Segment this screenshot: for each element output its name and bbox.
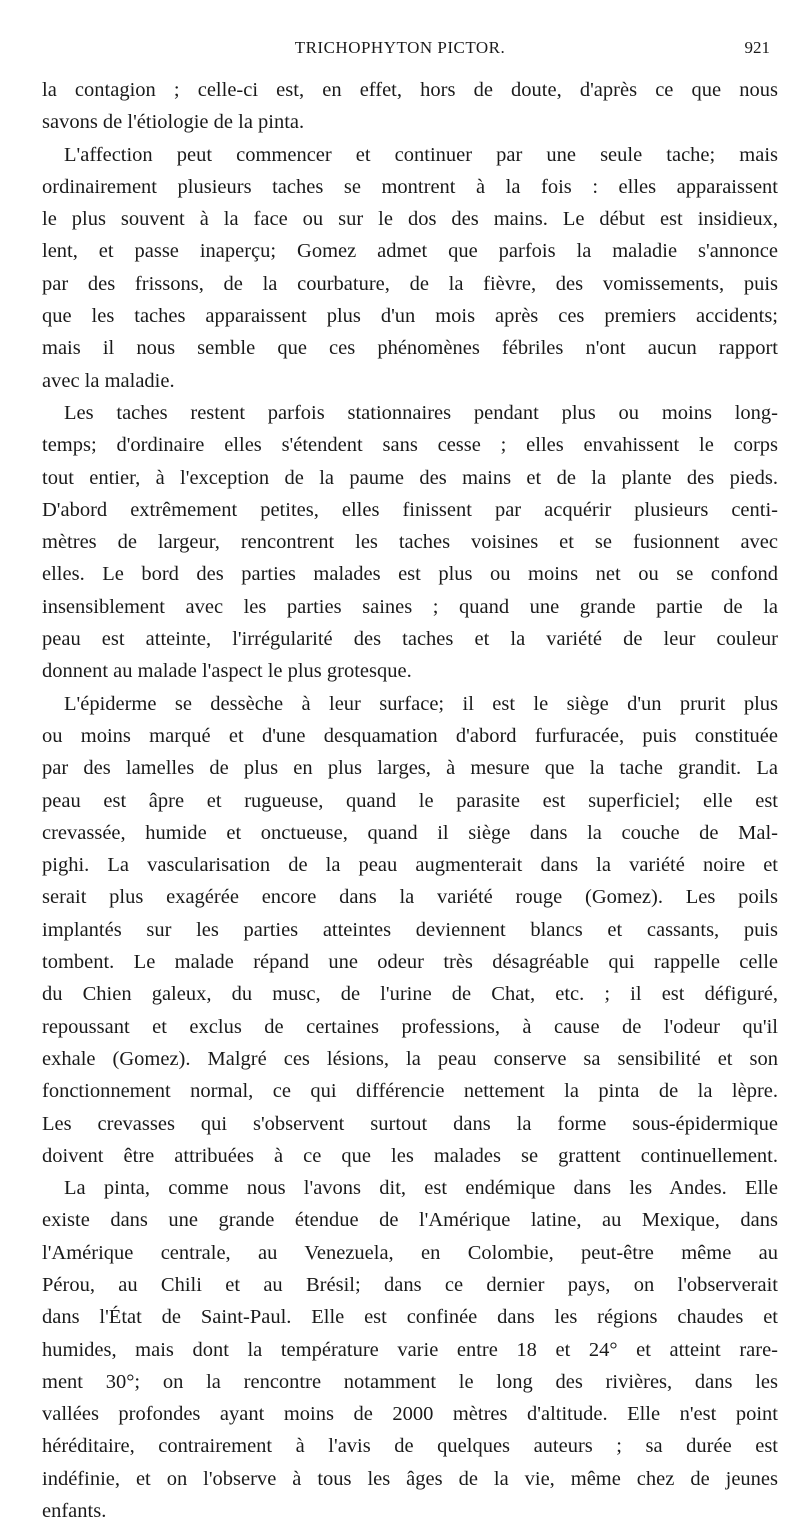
text-line: ment 30°; on la rencontre notamment le long des rivières, dans les [42,1370,778,1393]
text-line: doivent être attribuées à ce que les malades se grattent continuellement. [42,1144,778,1167]
text-line: lent, et passe inaperçu; Gomez admet que parfois la maladie s'annonce [42,240,778,263]
text-line: serait plus exagérée encore dans la variété rouge (Gomez). Les poils [42,886,778,909]
text-line: le plus souvent à la face ou sur le dos des mains. Le début est insidieux, [42,208,778,231]
text-line: par des lamelles de plus en plus larges, à mesure que la tache grandit. La [42,757,778,780]
text-line: crevassée, humide et onctueuse, quand il siège dans la couche de Mal- [42,821,778,844]
text-line: D'abord extrêmement petites, elles finissent par acquérir plusieurs centi- [42,498,778,521]
paragraph-start-line: L'épiderme se dessèche à leur surface; il est le siège d'un prurit plus [64,692,778,715]
text-line: Pérou, au Chili et au Brésil; dans ce dernier pays, on l'observerait [42,1273,778,1296]
text-line: dans l'État de Saint-Paul. Elle est confinée dans les régions chaudes et [42,1306,778,1329]
paragraph-start-line: Les taches restent parfois stationnaires pendant plus ou moins long- [64,401,778,424]
paragraph-start-line: L'affection peut commencer et continuer par une seule tache; mais [64,143,778,166]
text-line: mètres de largeur, rencontrent les taches voisines et se fusionnent avec [42,531,778,554]
page-number: 921 [744,38,770,57]
text-line: implantés sur les parties atteintes deviennent blancs et cassants, puis [42,918,778,941]
text-line: tout entier, à l'exception de la paume des mains et de la plante des pieds. [42,466,778,489]
text-line: pighi. La vascularisation de la peau augmenterait dans la variété noire et [42,854,778,877]
body-text [42,74,778,1527]
text-line: repoussant et exclus de certaines professions, à cause de l'odeur qu'il [42,1015,778,1038]
text-line: exhale (Gomez). Malgré ces lésions, la peau conserve sa sensibilité et son [42,1047,778,1070]
text-line: indéfinie, et on l'observe à tous les âges de la vie, même chez de jeunes [42,1467,778,1490]
text-line: avec la maladie. [42,369,175,392]
text-line: vallées profondes ayant moins de 2000 mètres d'altitude. Elle n'est point [42,1403,778,1426]
paragraph-start-line: La pinta, comme nous l'avons dit, est endémique dans les Andes. Elle [64,1177,778,1200]
text-line: humides, mais dont la température varie entre 18 et 24° et atteint rare- [42,1338,778,1361]
text-line: ordinairement plusieurs taches se montrent à la fois : elles apparaissent [42,175,778,198]
text-line: tombent. Le malade répand une odeur très désagréable qui rappelle celle [42,951,778,974]
text-line: enfants. [42,1500,107,1523]
text-line: héréditaire, contrairement à l'avis de quelques auteurs ; sa durée est [42,1435,778,1458]
text-line: existe dans une grande étendue de l'Amérique latine, au Mexique, dans [42,1209,778,1232]
text-line: donnent au malade l'aspect le plus grotesque. [42,660,412,683]
text-line: la contagion ; celle-ci est, en effet, hors de doute, d'après ce que nous [42,79,778,101]
text-line: que les taches apparaissent plus d'un mois après ces premiers accidents; [42,305,778,328]
text-line: peau est âpre et rugueuse, quand le parasite est superficiel; elle est [42,789,778,812]
text-line: fonctionnement normal, ce qui différencie nettement la pinta de la lèpre. [42,1080,778,1103]
running-title: TRICHOPHYTON PICTOR. [294,38,506,57]
text-line: mais il nous semble que ces phénomènes fébriles n'ont aucun rapport [42,337,778,360]
text-line: elles. Le bord des parties malades est plus ou moins net ou se confond [42,563,778,586]
text-line: du Chien galeux, du musc, de l'urine de Chat, etc. ; il est défiguré, [42,983,778,1006]
running-head [0,38,800,68]
text-line: par des frissons, de la courbature, de la fièvre, des vomissements, puis [42,272,778,295]
text-line: Les crevasses qui s'observent surtout dans la forme sous-épidermique [42,1112,778,1135]
text-line: insensiblement avec les parties saines ; quand une grande partie de la [42,595,778,618]
text-line: temps; d'ordinaire elles s'étendent sans cesse ; elles envahissent le corps [42,434,778,457]
text-line: ou moins marqué et d'une desquamation d'abord furfuracée, puis constituée [42,724,778,747]
text-line: savons de l'étiologie de la pinta. [42,111,305,134]
text-line: peau est atteinte, l'irrégularité des taches et la variété de leur couleur [42,628,778,651]
text-line: l'Amérique centrale, au Venezuela, en Colombie, peut-être même au [42,1241,778,1264]
